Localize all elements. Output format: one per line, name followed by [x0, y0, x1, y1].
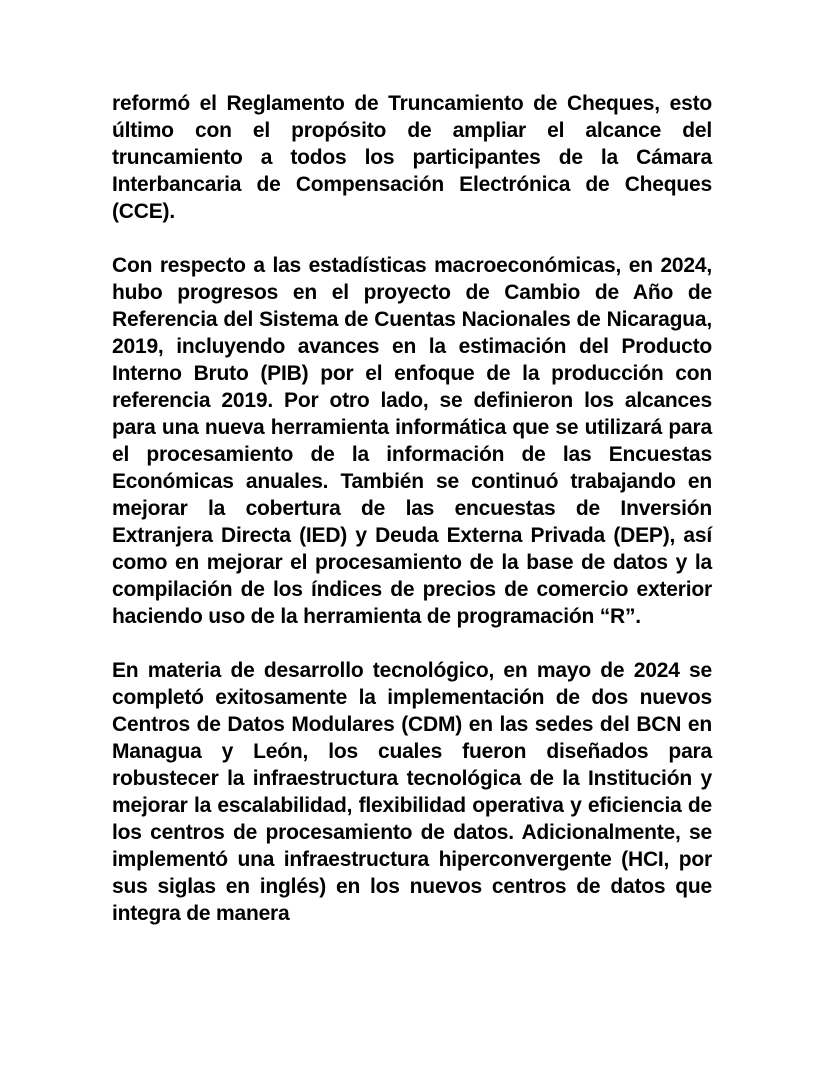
paragraph-technological-development: En materia de desarrollo tecnológico, en mayo de 2024 se completó exitosamente la implementación de dos nuevos Centros de Datos Modulares (CDM) en las sedes del BCN en Managua y León, los cuales fueron diseñados para robustecer la infraestructura tecnológica de la Institución y mejorar la escalabilidad, flexibilidad operativa y eficiencia de los centros de procesamiento de datos. Adicionalmente, se implementó una infraestructura hiperconvergente (HCI, por sus siglas en inglés) en los nuevos centros de datos que integra de manera	[112, 659, 712, 925]
text-block	[112, 90, 712, 927]
paragraph-cheques-truncation: reformó el Reglamento de Truncamiento de Cheques, esto último con el propósito de ampliar el alcance del truncamiento a todos los participantes de la Cámara Interbancaria de Compensación Electrónica de Cheques (CCE).	[112, 92, 712, 223]
paragraph-macroeconomic-statistics: Con respecto a las estadísticas macroeconómicas, en 2024, hubo progresos en el proyecto de Cambio de Año de Referencia del Sistema de Cuentas Nacionales de Nicaragua, 2019, incluyendo avances en la estimación del Producto Interno Bruto (PIB) por el enfoque de la producción con referencia 2019. Por otro lado, se definieron los alcances para una nueva herramienta informática que se utilizará para el procesamiento de la información de las Encuestas Económicas anuales. También se continuó trabajando en mejorar la cobertura de las encuestas de Inversión Extranjera Directa (IED) y Deuda Externa Privada (DEP), así como en mejorar el procesamiento de la base de datos y la compilación de los índices de precios de comercio exterior haciendo uso de la herramienta de programación “R”.	[112, 254, 712, 628]
